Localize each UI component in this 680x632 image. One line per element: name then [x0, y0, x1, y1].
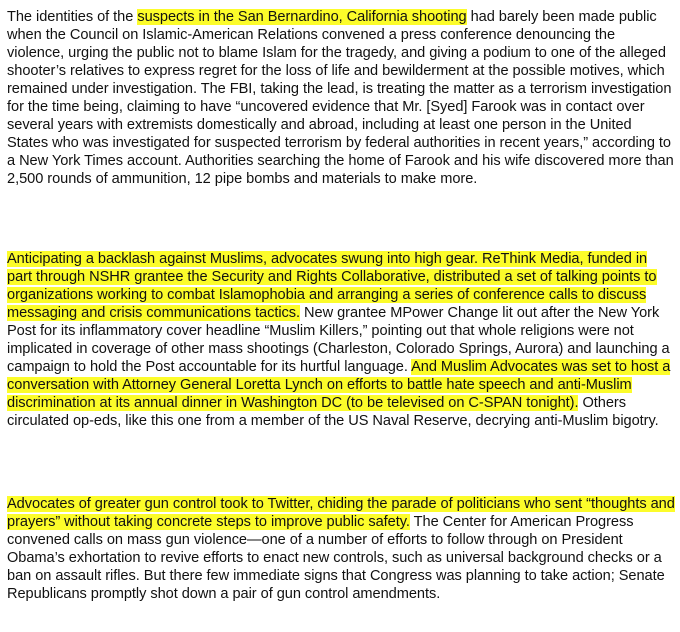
paragraph2-mpower-text: New grantee MPower Change lit out after the New York Post for its inflammatory cover headline “Muslim Killers,” pointing out that whole religions were not implicated in coverage of other mass shootings (Charleston, Colorado Springs, Aurora) and launching a campaign to hold the Post accountable for its hurtful language. [7, 305, 670, 375]
paragraph2-closing-text: Others circulated op-eds, like this one from a member of the US Naval Reserve, decrying anti-Muslim bigotry. [7, 395, 659, 429]
highlighted-text-gun-control: Advocates of greater gun control took to Twitter, chiding the parade of politicians who sent “thoughts and prayers” without taking concrete steps to improve public safety. [7, 496, 675, 530]
highlighted-text-rethink-media: Anticipating a backlash against Muslims, advocates swung into high gear. ReThink Media, funded in part through NSHR grantee the Security and Rights Collaborative, distributed a set of talking points to organizations working to combat Islamophobia and arranging a series of conference calls to discuss messaging and crisis communications tactics. [7, 251, 657, 321]
paragraph-advocates-response [7, 250, 675, 430]
paragraph-san-bernardino [7, 8, 675, 188]
highlighted-text-suspects: suspects in the San Bernardino, California shooting [137, 9, 467, 25]
paragraph-gun-control [7, 495, 675, 603]
paragraph1-intro-text: The identities of the [7, 9, 138, 25]
paragraph1-body-text: had barely been made public when the Council on Islamic-American Relations convened a press conference denouncing the violence, urging the public not to blame Islam for the tragedy, and giving a podium to one of the alleged shooter’s relatives to express regret for the loss of life and bewilderment at the possible motives, which remained under investigation. The FBI, taking the lead, is treating the matter as a terrorism investigation for the time being, claiming to have “uncovered evidence that Mr. [Syed] Farook was in contact over several years with extremists domestically and abroad, including at least one person in the United States who was investigated for suspected terrorism by federal authorities in recent years,” according to a New York Times account. Authorities searching the home of Farook and his wife discovered more than 2,500 rounds of ammunition, 12 pipe bombs and materials to make more. [7, 9, 674, 187]
paragraph3-body-text: The Center for American Progress convened calls on mass gun violence—one of a number of efforts to follow through on President Obama’s exhortation to revive efforts to enact new controls, such as universal background checks or a ban on assault rifles. But there few immediate signs that Congress was planning to take action; Senate Republicans promptly shot down a pair of gun control amendments. [7, 514, 665, 602]
highlighted-text-muslim-advocates: And Muslim Advocates was set to host a conversation with Attorney General Loretta Lynch on efforts to battle hate speech and anti-Muslim discrimination at its annual dinner in Washington DC (to be televised on C-SPAN tonight). [7, 359, 671, 411]
